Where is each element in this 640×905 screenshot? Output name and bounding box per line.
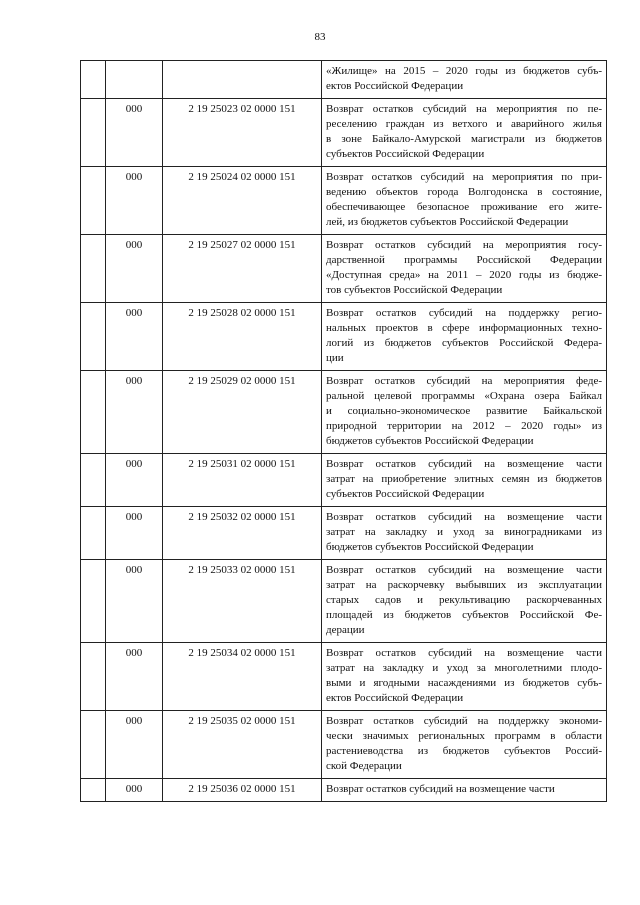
description-line: Возврат остатков субсидий на мероприятия по при- — [326, 171, 602, 183]
table-row — [81, 560, 607, 643]
description-cell — [322, 61, 607, 99]
description-cell — [322, 560, 607, 643]
table-row — [81, 235, 607, 303]
description-line: Возврат остатков субсидий на поддержку регио- — [326, 307, 602, 319]
description-line: затрат на раскорчевку выбывших из эксплуатации — [326, 579, 602, 591]
description-cell — [322, 643, 607, 711]
budget-code-cell: 2 19 25023 02 0000 151 — [163, 99, 322, 167]
admin-code-cell: 000 — [106, 371, 163, 454]
description-line: Возврат остатков субсидий на мероприятия феде- — [326, 375, 602, 387]
budget-code-cell: 2 19 25024 02 0000 151 — [163, 167, 322, 235]
row-blank-cell — [81, 303, 106, 371]
description-cell — [322, 99, 607, 167]
table-body — [81, 61, 607, 802]
budget-code-cell: 2 19 25029 02 0000 151 — [163, 371, 322, 454]
description-line: тов субъектов Российской Федерации — [326, 284, 503, 296]
row-blank-cell — [81, 507, 106, 560]
admin-code-cell: 000 — [106, 560, 163, 643]
description-line: реселению граждан из ветхого и аварийного жилья — [326, 118, 602, 130]
description-line: затрат на закладку и уход за виноградниками из — [326, 526, 602, 538]
description-cell — [322, 167, 607, 235]
description-line: лей, из бюджетов субъектов Российской Федерации — [326, 216, 569, 228]
description-line: логий из бюджетов субъектов Российской Федера- — [326, 337, 602, 349]
description-line: бюджетов субъектов Российской Федерации — [326, 541, 534, 553]
table-row — [81, 779, 607, 802]
description-line: ции — [326, 352, 344, 364]
description-cell — [322, 454, 607, 507]
description-line: бюджетов субъектов Российской Федерации — [326, 435, 534, 447]
admin-code-cell: 000 — [106, 507, 163, 560]
budget-code-cell: 2 19 25032 02 0000 151 — [163, 507, 322, 560]
description-line: ектов Российской Федерации — [326, 692, 464, 704]
description-line: «Доступная среда» на 2011 – 2020 годы из бюдже- — [326, 269, 602, 281]
row-blank-cell — [81, 235, 106, 303]
row-blank-cell — [81, 560, 106, 643]
description-line: Возврат остатков субсидий на возмещение части — [326, 783, 555, 795]
table-row — [81, 303, 607, 371]
description-line: Возврат остатков субсидий на поддержку экономи- — [326, 715, 602, 727]
description-line: затрат на приобретение элитных семян из бюджетов — [326, 473, 602, 485]
row-blank-cell — [81, 779, 106, 802]
budget-code-cell — [163, 61, 322, 99]
row-blank-cell — [81, 61, 106, 99]
description-line: старых садов и рекультивацию раскорчеванных — [326, 594, 602, 606]
description-cell — [322, 779, 607, 802]
description-cell — [322, 303, 607, 371]
table-row — [81, 711, 607, 779]
description-line: Возврат остатков субсидий на возмещение части — [326, 647, 602, 659]
description-line: растениеводства из бюджетов субъектов Россий- — [326, 745, 602, 757]
table-row — [81, 507, 607, 560]
description-line: Возврат остатков субсидий на мероприятия госу- — [326, 239, 602, 251]
budget-code-cell: 2 19 25027 02 0000 151 — [163, 235, 322, 303]
description-line: ектов Российской Федерации — [326, 80, 464, 92]
description-line: ральной целевой программы «Охрана озера Байкал — [326, 390, 602, 402]
table-row — [81, 454, 607, 507]
description-line: субъектов Российской Федерации — [326, 148, 485, 160]
admin-code-cell: 000 — [106, 235, 163, 303]
description-line: чески значимых региональных программ в области — [326, 730, 602, 742]
admin-code-cell: 000 — [106, 99, 163, 167]
budget-code-cell: 2 19 25034 02 0000 151 — [163, 643, 322, 711]
admin-code-cell: 000 — [106, 167, 163, 235]
budget-code-cell: 2 19 25035 02 0000 151 — [163, 711, 322, 779]
admin-code-cell: 000 — [106, 454, 163, 507]
row-blank-cell — [81, 454, 106, 507]
description-line: нальных проектов в сфере информационных техно- — [326, 322, 602, 334]
admin-code-cell — [106, 61, 163, 99]
admin-code-cell: 000 — [106, 303, 163, 371]
table-row — [81, 371, 607, 454]
table-row — [81, 61, 607, 99]
admin-code-cell: 000 — [106, 711, 163, 779]
description-line: площадей из бюджетов субъектов Российской Фе- — [326, 609, 602, 621]
budget-code-cell: 2 19 25036 02 0000 151 — [163, 779, 322, 802]
row-blank-cell — [81, 99, 106, 167]
table-row — [81, 99, 607, 167]
row-blank-cell — [81, 167, 106, 235]
table-row — [81, 643, 607, 711]
description-line: Возврат остатков субсидий на возмещение части — [326, 458, 602, 470]
budget-code-cell: 2 19 25033 02 0000 151 — [163, 560, 322, 643]
description-cell — [322, 235, 607, 303]
budget-code-cell: 2 19 25028 02 0000 151 — [163, 303, 322, 371]
row-blank-cell — [81, 643, 106, 711]
description-line: и социально-экономическое развитие Байкальской — [326, 405, 602, 417]
admin-code-cell: 000 — [106, 643, 163, 711]
budget-codes-table — [80, 60, 607, 802]
budget-code-cell: 2 19 25031 02 0000 151 — [163, 454, 322, 507]
admin-code-cell: 000 — [106, 779, 163, 802]
description-line: Возврат остатков субсидий на возмещение части — [326, 564, 602, 576]
description-line: дарственной программы Российской Федерации — [326, 254, 602, 266]
table-row — [81, 167, 607, 235]
description-line: ской Федерации — [326, 760, 402, 772]
description-line: обеспечивающее безопасное проживание его жите- — [326, 201, 602, 213]
description-cell — [322, 711, 607, 779]
row-blank-cell — [81, 711, 106, 779]
description-line: в зоне Байкало-Амурской магистрали из бюджетов — [326, 133, 602, 145]
description-line: природной территории на 2012 – 2020 годы» из — [326, 420, 602, 432]
description-line: дерации — [326, 624, 365, 636]
description-line: «Жилище» на 2015 – 2020 годы из бюджетов субъ- — [326, 65, 602, 77]
description-line: Возврат остатков субсидий на возмещение части — [326, 511, 602, 523]
description-cell — [322, 507, 607, 560]
description-line: затрат на закладку и уход за многолетними плодо- — [326, 662, 602, 674]
row-blank-cell — [81, 371, 106, 454]
description-line: выми и ягодными насаждениями из бюджетов субъ- — [326, 677, 602, 689]
description-line: Возврат остатков субсидий на мероприятия по пе- — [326, 103, 602, 115]
page-number: 83 — [314, 31, 326, 43]
description-line: ведению объектов города Волгодонска в состояние, — [326, 186, 602, 198]
description-line: субъектов Российской Федерации — [326, 488, 485, 500]
description-cell — [322, 371, 607, 454]
